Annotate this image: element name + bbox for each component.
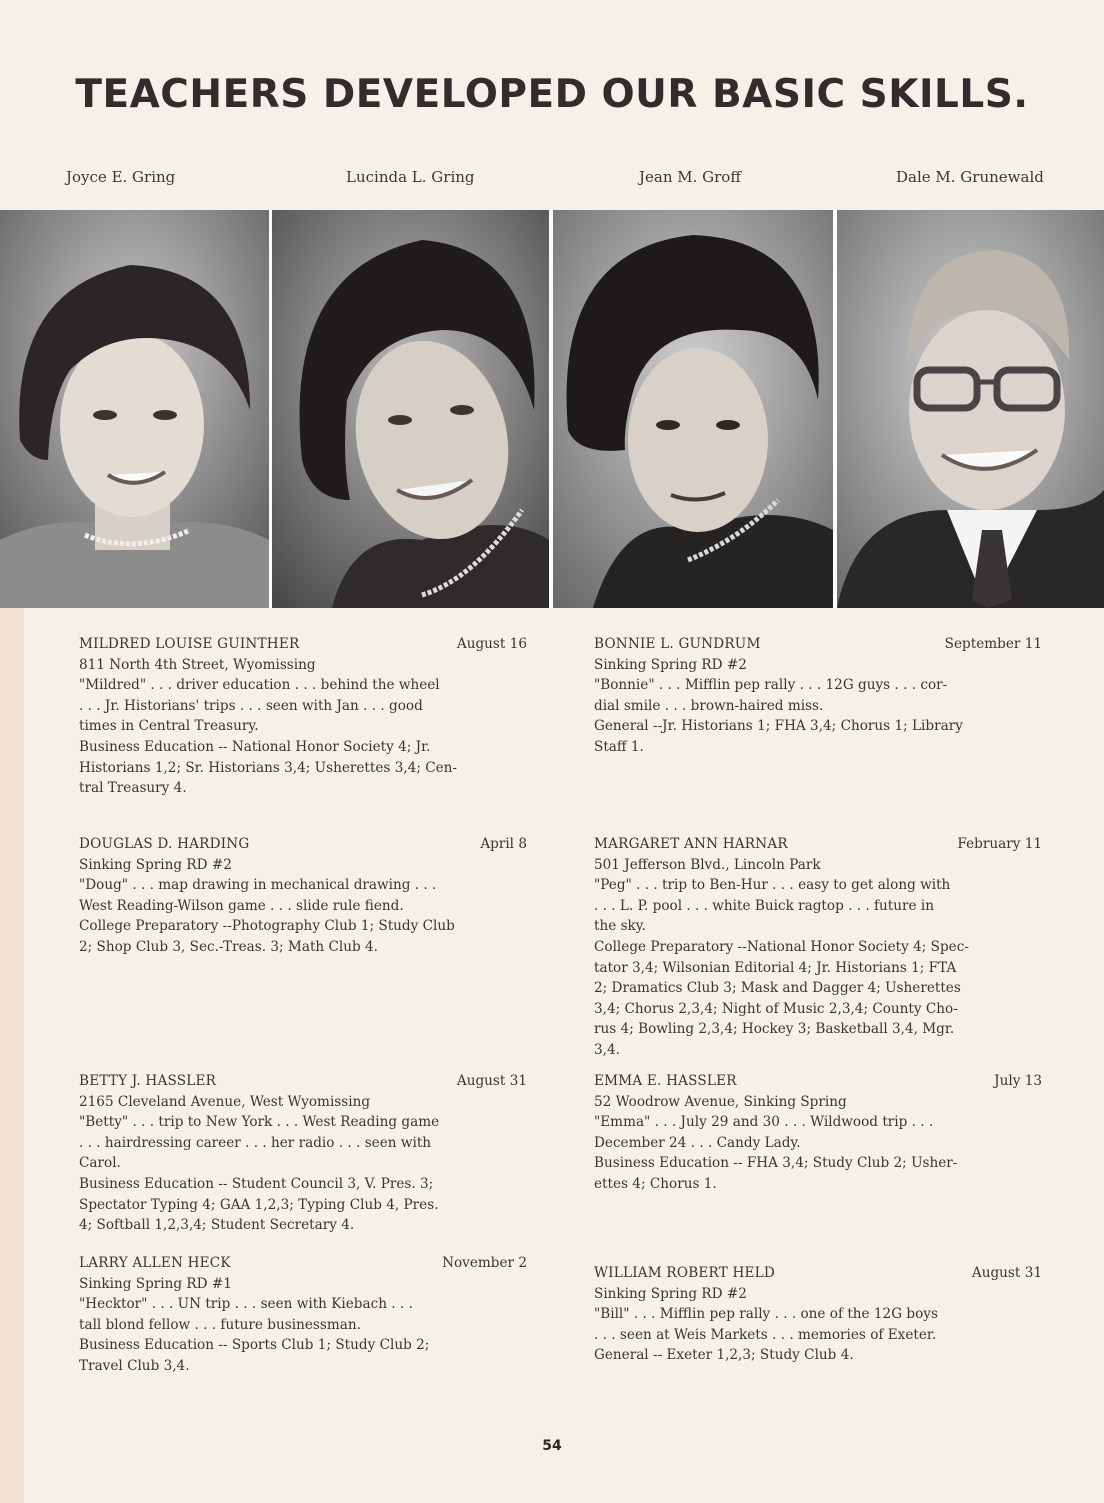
entry-line: College Preparatory --Photography Club 1; Study Club — [79, 918, 455, 935]
student-address: 2165 Cleveland Avenue, West Wyomissing — [79, 1093, 371, 1110]
student-birthday: September 11 — [944, 636, 1042, 652]
entry-line: "Mildred" . . . driver education . . . behind the wheel — [79, 677, 440, 694]
student-birthday: November 2 — [442, 1255, 527, 1271]
student-entry — [594, 834, 1042, 1061]
entry-line: Business Education -- Sports Club 1; Study Club 2; — [79, 1337, 430, 1354]
student-birthday: August 16 — [456, 636, 527, 652]
entry-line: tator 3,4; Wilsonian Editorial 4; Jr. Historians 1; FTA — [594, 959, 957, 976]
student-name: MILDRED LOUISE GUINTHER — [79, 636, 300, 652]
entry-line: West Reading-Wilson game . . . slide rule fiend. — [79, 897, 404, 914]
entry-line: "Peg" . . . trip to Ben-Hur . . . easy to get along with — [594, 877, 951, 894]
student-entry — [594, 1263, 1042, 1366]
student-entry — [594, 634, 1042, 758]
student-name: WILLIAM ROBERT HELD — [594, 1265, 776, 1281]
portrait-row — [0, 210, 1104, 608]
entry-line: General -- Exeter 1,2,3; Study Club 4. — [594, 1347, 854, 1364]
student-name: LARRY ALLEN HECK — [79, 1255, 231, 1271]
student-birthday: August 31 — [456, 1073, 527, 1089]
entry-line: 4; Softball 1,2,3,4; Student Secretary 4. — [79, 1217, 355, 1234]
student-name: MARGARET ANN HARNAR — [594, 836, 788, 852]
page-headline: TEACHERS DEVELOPED OUR BASIC SKILLS. — [75, 72, 1029, 117]
student-address: Sinking Spring RD #2 — [594, 656, 747, 673]
student-address: Sinking Spring RD #1 — [79, 1275, 232, 1292]
student-address: 501 Jefferson Blvd., Lincoln Park — [594, 856, 821, 873]
entry-line: the sky. — [594, 918, 646, 935]
page-edge-strip — [0, 600, 24, 1503]
student-address: Sinking Spring RD #2 — [594, 1285, 747, 1302]
entry-line: Historians 1,2; Sr. Historians 3,4; Usherettes 3,4; Cen- — [79, 759, 458, 776]
entry-line: Travel Club 3,4. — [79, 1357, 190, 1374]
photo-caption-1: Joyce E. Gring — [66, 168, 176, 186]
photo-caption-2: Lucinda L. Gring — [346, 168, 475, 186]
entry-line: "Bill" . . . Mifflin pep rally . . . one of the 12G boys — [594, 1306, 938, 1323]
entry-line: ettes 4; Chorus 1. — [594, 1175, 717, 1192]
student-address: Sinking Spring RD #2 — [79, 856, 232, 873]
entry-line: 2; Dramatics Club 3; Mask and Dagger 4; Usherettes — [594, 980, 961, 997]
entry-line: 3,4. — [594, 1041, 620, 1058]
student-address: 52 Woodrow Avenue, Sinking Spring — [594, 1093, 847, 1110]
entry-line: "Emma" . . . July 29 and 30 . . . Wildwood trip . . . — [594, 1114, 934, 1131]
entry-line: Carol. — [79, 1155, 121, 1172]
entry-line: tall blond fellow . . . future businessman. — [79, 1316, 361, 1333]
entry-line: Spectator Typing 4; GAA 1,2,3; Typing Club 4, Pres. — [79, 1196, 439, 1213]
entry-line: General --Jr. Historians 1; FHA 3,4; Chorus 1; Library — [594, 718, 963, 735]
entry-line: Staff 1. — [594, 738, 644, 755]
portrait-photo-4 — [837, 210, 1104, 608]
student-birthday: July 13 — [994, 1073, 1042, 1089]
entry-line: . . . Jr. Historians' trips . . . seen with Jan . . . good — [79, 697, 423, 714]
entry-line: tral Treasury 4. — [79, 780, 187, 797]
student-entry — [594, 1071, 1042, 1195]
entry-line: Business Education -- Student Council 3, V. Pres. 3; — [79, 1175, 434, 1192]
student-address: 811 North 4th Street, Wyomissing — [79, 656, 316, 673]
student-name: EMMA E. HASSLER — [594, 1073, 737, 1089]
entry-line: rus 4; Bowling 2,3,4; Hockey 3; Basketball 3,4, Mgr. — [594, 1021, 955, 1038]
student-entry — [79, 834, 527, 958]
student-birthday: August 31 — [971, 1265, 1042, 1281]
page-number: 54 — [542, 1438, 562, 1454]
student-birthday: February 11 — [957, 836, 1042, 852]
student-entry — [79, 634, 527, 799]
portrait-photo-3 — [553, 210, 833, 608]
entry-line: . . . L. P. pool . . . white Buick ragtop . . . future in — [594, 897, 934, 914]
entry-line: 2; Shop Club 3, Sec.-Treas. 3; Math Club 4. — [79, 938, 378, 955]
entry-line: "Betty" . . . trip to New York . . . West Reading game — [79, 1114, 440, 1131]
entry-line: "Bonnie" . . . Mifflin pep rally . . . 12G guys . . . cor- — [594, 677, 948, 694]
entry-line: 3,4; Chorus 2,3,4; Night of Music 2,3,4; County Cho- — [594, 1000, 958, 1017]
entry-line: dial smile . . . brown-haired miss. — [594, 697, 824, 714]
entry-line: Business Education -- FHA 3,4; Study Club 2; Usher- — [594, 1155, 958, 1172]
entry-line: December 24 . . . Candy Lady. — [594, 1134, 801, 1151]
entry-line: times in Central Treasury. — [79, 718, 259, 735]
entry-line: "Hecktor" . . . UN trip . . . seen with Kiebach . . . — [79, 1296, 413, 1313]
student-birthday: April 8 — [480, 836, 527, 852]
portrait-photo-2 — [272, 210, 549, 608]
entry-line: . . . seen at Weis Markets . . . memories of Exeter. — [594, 1326, 937, 1343]
photo-caption-3: Jean M. Groff — [639, 168, 741, 186]
portrait-photo-1 — [0, 210, 269, 608]
photo-caption-4: Dale M. Grunewald — [896, 168, 1044, 186]
student-entry — [79, 1253, 527, 1377]
student-entry — [79, 1071, 527, 1236]
entry-line: . . . hairdressing career . . . her radio . . . seen with — [79, 1134, 432, 1151]
entry-line: College Preparatory --National Honor Society 4; Spec- — [594, 938, 969, 955]
entry-line: "Doug" . . . map drawing in mechanical drawing . . . — [79, 877, 437, 894]
student-name: DOUGLAS D. HARDING — [79, 836, 250, 852]
student-name: BETTY J. HASSLER — [79, 1073, 217, 1089]
student-name: BONNIE L. GUNDRUM — [594, 636, 761, 652]
entry-line: Business Education -- National Honor Society 4; Jr. — [79, 738, 431, 755]
